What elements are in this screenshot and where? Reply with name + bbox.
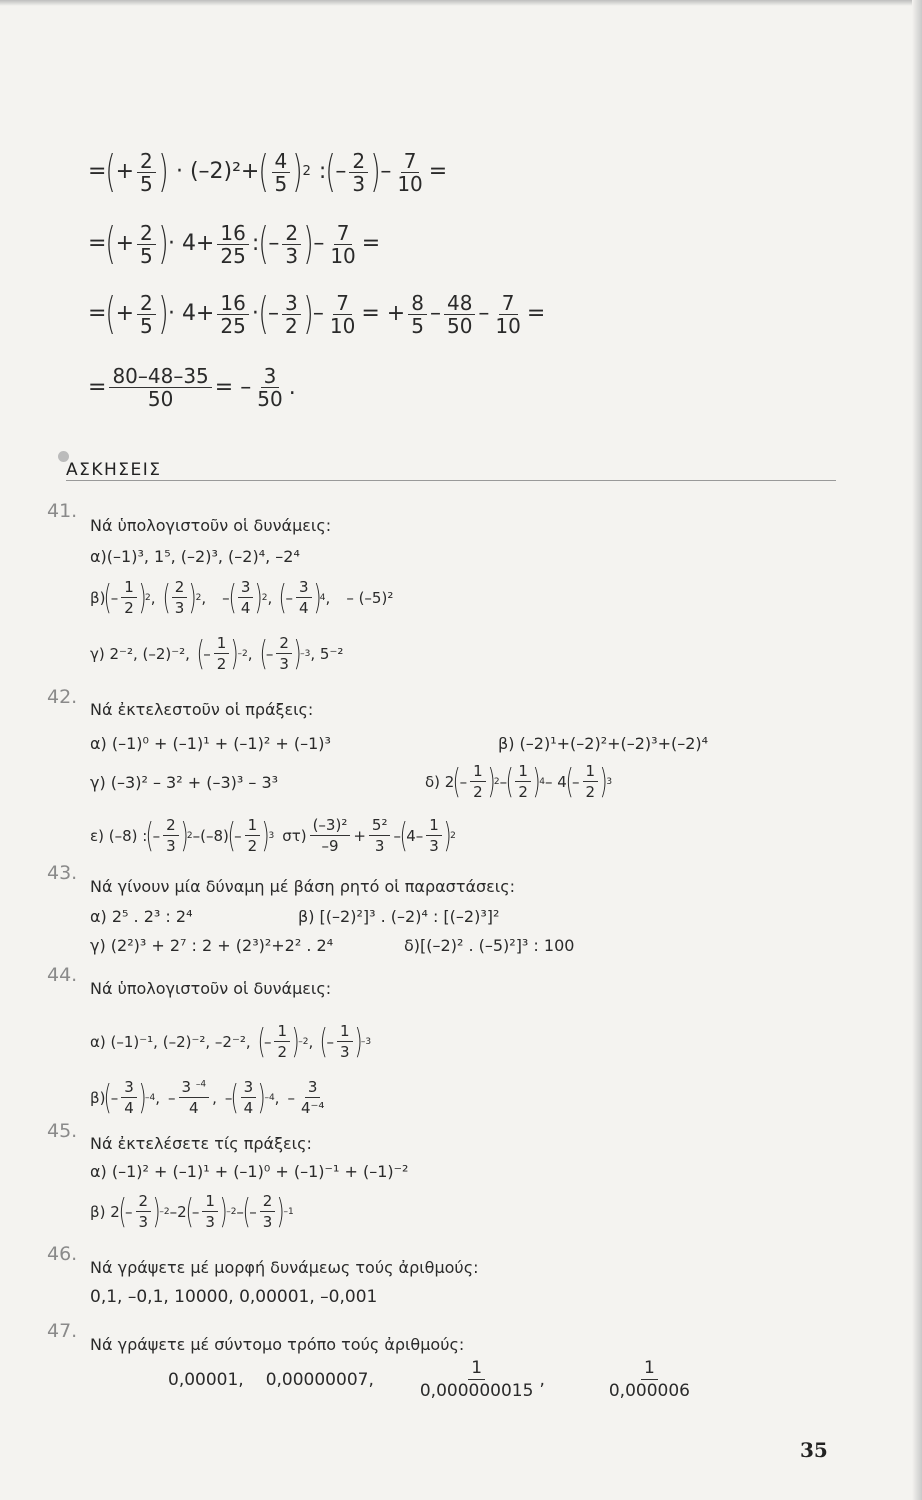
exercise-41-b: β) ( – $\frac{1}{2}$ ) 2 , ( $\frac{2}{3}$ ) 2 , – ( $\frac{3}{4}$ ) 2 , ( – $\frac{3}{4}$ ) 4 , – (–5)² bbox=[90, 577, 394, 618]
exercise-42-c: γ) (–3)² – 3² + (–3)³ – 3³ bbox=[90, 773, 279, 792]
exercise-43-d: δ)[(–2)² . (–5)²]³ : 100 bbox=[404, 936, 575, 955]
exercise-number-44: 44. bbox=[47, 964, 78, 986]
exercise-45-a: α) (–1)² + (–1)¹ + (–1)⁰ + (–1)⁻¹ + (–1)⁻² bbox=[90, 1162, 409, 1181]
exercise-47-values: 0,00001, 0,00000007, $\frac{1}{0,000000015}$ , $\frac{1}{0,000006}$ bbox=[168, 1358, 690, 1401]
exercise-42-prompt: Νά ἐκτελεστοῦν οἱ πράξεις: bbox=[90, 700, 314, 719]
worked-line-4: = $\frac{80-48-35}{50}$ = – $\frac{3}{50}$ . bbox=[88, 364, 296, 411]
worked-line-3: = ( + $\frac{2}{5}$ ) · 4+ $\frac{16}{25}$ · ( – $\frac{3}{2}$ ) – $\frac{7}{10}$ = + $\frac{8}{5}$ – $\frac{48}{50}$ – $\frac{7}{10}$ = bbox=[88, 288, 546, 339]
exercise-45-prompt: Νά ἐκτελέσετε τίς πράξεις: bbox=[90, 1134, 312, 1153]
page-top-edge bbox=[0, 0, 922, 6]
exercise-number-43: 43. bbox=[47, 862, 78, 884]
exercise-number-41: 41. bbox=[47, 500, 78, 522]
exercise-number-42: 42. bbox=[47, 686, 78, 708]
exercise-42-e: ε) (–8) : ( – $\frac{2}{3}$ ) 2 –(–8) ( – $\frac{1}{2}$ ) 3 στ) $\frac{\text{(–3)²}}{-9}$ + $\frac{\text{5²}}{3}$ – ( 4– $\frac{1}{3}$ ) 2 bbox=[90, 815, 456, 856]
exercise-41-c: γ) 2⁻², (–2)⁻², ( – $\frac{1}{2}$ ) –2 , ( – $\frac{2}{3}$ ) –3 , 5⁻² bbox=[90, 633, 344, 674]
exercise-46-prompt: Νά γράψετε μέ μορφή δυνάμεως τούς ἀριθμούς: bbox=[90, 1258, 479, 1277]
exercise-42-d: δ) 2 ( – $\frac{1}{2}$ ) 2 – ( $\frac{1}{2}$ ) 4 – 4 ( – $\frac{1}{2}$ ) 3 bbox=[425, 761, 613, 802]
exercise-43-prompt: Νά γίνουν μία δύναμη μέ βάση ρητό οἱ παραστάσεις: bbox=[90, 877, 515, 896]
exercise-47-prompt: Νά γράψετε μέ σύντομο τρόπο τούς ἀριθμούς: bbox=[90, 1335, 465, 1354]
exercise-42-a: α) (–1)⁰ + (–1)¹ + (–1)² + (–1)³ bbox=[90, 734, 331, 753]
page-number: 35 bbox=[800, 1438, 828, 1462]
exercise-41-prompt: Νά ὑπολογιστοῦν οἱ δυνάμεις: bbox=[90, 516, 332, 535]
exercise-number-47: 47. bbox=[47, 1320, 78, 1342]
exercise-44-b: β) ( – $\frac{3}{4}$ ) –4 , – $\frac{3 ^{-4}}{4}$ , – ( $\frac{3}{4}$ ) –4 , – $\frac{3}{\text{4⁻⁴}}$ bbox=[90, 1077, 325, 1118]
exercise-44-prompt: Νά ὑπολογιστοῦν οἱ δυνάμεις: bbox=[90, 979, 332, 998]
exercise-45-b: β) 2 ( – $\frac{2}{3}$ ) –2 –2 ( – $\frac{1}{3}$ ) –2 – ( – $\frac{2}{3}$ ) –1 bbox=[90, 1191, 294, 1232]
exercise-43-b: β) [(–2)²]³ . (–2)⁴ : [(–2)³]² bbox=[298, 907, 500, 926]
exercise-46-values: 0,1, –0,1, 10000, 0,00001, –0,001 bbox=[90, 1287, 378, 1307]
exercise-41-a: α)(–1)³, 1⁵, (–2)³, (–2)⁴, –2⁴ bbox=[90, 547, 300, 566]
section-title: ΑΣΚΗΣΕΙΣ bbox=[66, 460, 162, 480]
section-divider bbox=[66, 480, 836, 481]
worked-line-1: = ( + $\frac{2}{5}$ ) · (–2)²+ ( $\frac{4}{5}$ ) 2 : ( – $\frac{2}{3}$ ) – $\frac{7}{10}$ = bbox=[88, 146, 448, 197]
exercise-number-46: 46. bbox=[47, 1243, 78, 1265]
worked-numerator: 80–48–35 bbox=[109, 366, 211, 388]
exercise-44-a: α) (–1)⁻¹, (–2)⁻², –2⁻², ( – $\frac{1}{2}$ ) –2 , ( – $\frac{1}{3}$ ) –3 bbox=[90, 1021, 372, 1062]
exercise-number-45: 45. bbox=[47, 1120, 78, 1142]
worked-line-2: = ( + $\frac{2}{5}$ ) · 4+ $\frac{16}{25}$ : ( – $\frac{2}{3}$ ) – $\frac{7}{10}$ = bbox=[88, 218, 381, 269]
exercise-43-a: α) 2⁵ . 2³ : 2⁴ bbox=[90, 907, 193, 926]
exercise-43-c: γ) (2²)³ + 2⁷ : 2 + (2³)²+2² . 2⁴ bbox=[90, 936, 334, 955]
exercise-42-b: β) (–2)¹+(–2)²+(–2)³+(–2)⁴ bbox=[498, 734, 709, 753]
page-right-edge bbox=[912, 0, 922, 1500]
